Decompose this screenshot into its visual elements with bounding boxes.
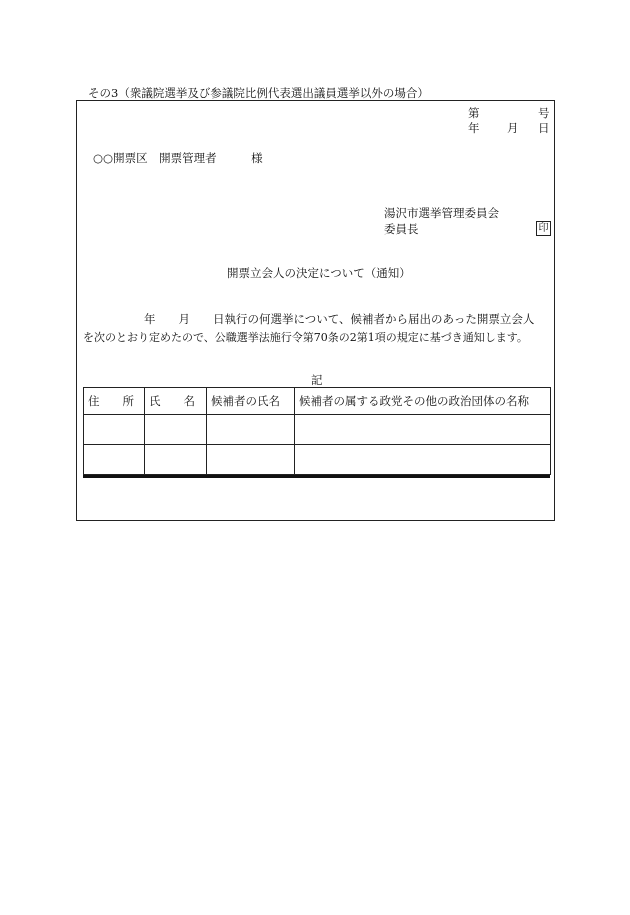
table-row bbox=[84, 415, 551, 445]
form-caption: その3（衆議院選挙及び参議院比例代表選出議員選挙以外の場合） bbox=[88, 86, 429, 100]
ki-heading: 記 bbox=[311, 373, 323, 387]
header-party-name: 候補者の属する政党その他の政治団体の名称 bbox=[295, 388, 551, 415]
notice-subject: 開票立会人の決定について（通知） bbox=[227, 266, 411, 280]
date-day: 日 bbox=[538, 121, 550, 135]
body-line-2: を次のとおり定めたので、公職選挙法施行令第70条の2第1項の規定に基づき通知します。 bbox=[83, 331, 528, 344]
sender-title: 委員長 bbox=[384, 222, 419, 236]
date-year: 年 bbox=[468, 121, 480, 135]
recipient-line: ○○開票区 開票管理者 様 bbox=[93, 151, 263, 165]
table-bottom-rule bbox=[83, 475, 550, 478]
notice-frame bbox=[76, 100, 555, 521]
observer-table bbox=[83, 387, 551, 475]
header-address: 住 所 bbox=[84, 388, 145, 415]
table-cell bbox=[145, 415, 207, 445]
seal-mark: 印 bbox=[536, 221, 551, 236]
table-header-row bbox=[84, 388, 551, 415]
table-cell bbox=[84, 445, 145, 475]
table-cell bbox=[207, 445, 295, 475]
number-go: 号 bbox=[538, 106, 550, 120]
header-candidate-name: 候補者の氏名 bbox=[207, 388, 295, 415]
table-cell bbox=[295, 445, 551, 475]
table-cell bbox=[84, 415, 145, 445]
body-line-1: 年 月 日執行の何選挙について、候補者から届出のあった開票立会人 bbox=[144, 312, 535, 326]
date-month: 月 bbox=[507, 121, 519, 135]
number-dai: 第 bbox=[468, 106, 480, 120]
table-cell bbox=[207, 415, 295, 445]
table-cell bbox=[295, 415, 551, 445]
sender-organization: 湯沢市選挙管理委員会 bbox=[384, 206, 499, 220]
header-name: 氏 名 bbox=[145, 388, 207, 415]
table-row bbox=[84, 445, 551, 475]
table-cell bbox=[145, 445, 207, 475]
